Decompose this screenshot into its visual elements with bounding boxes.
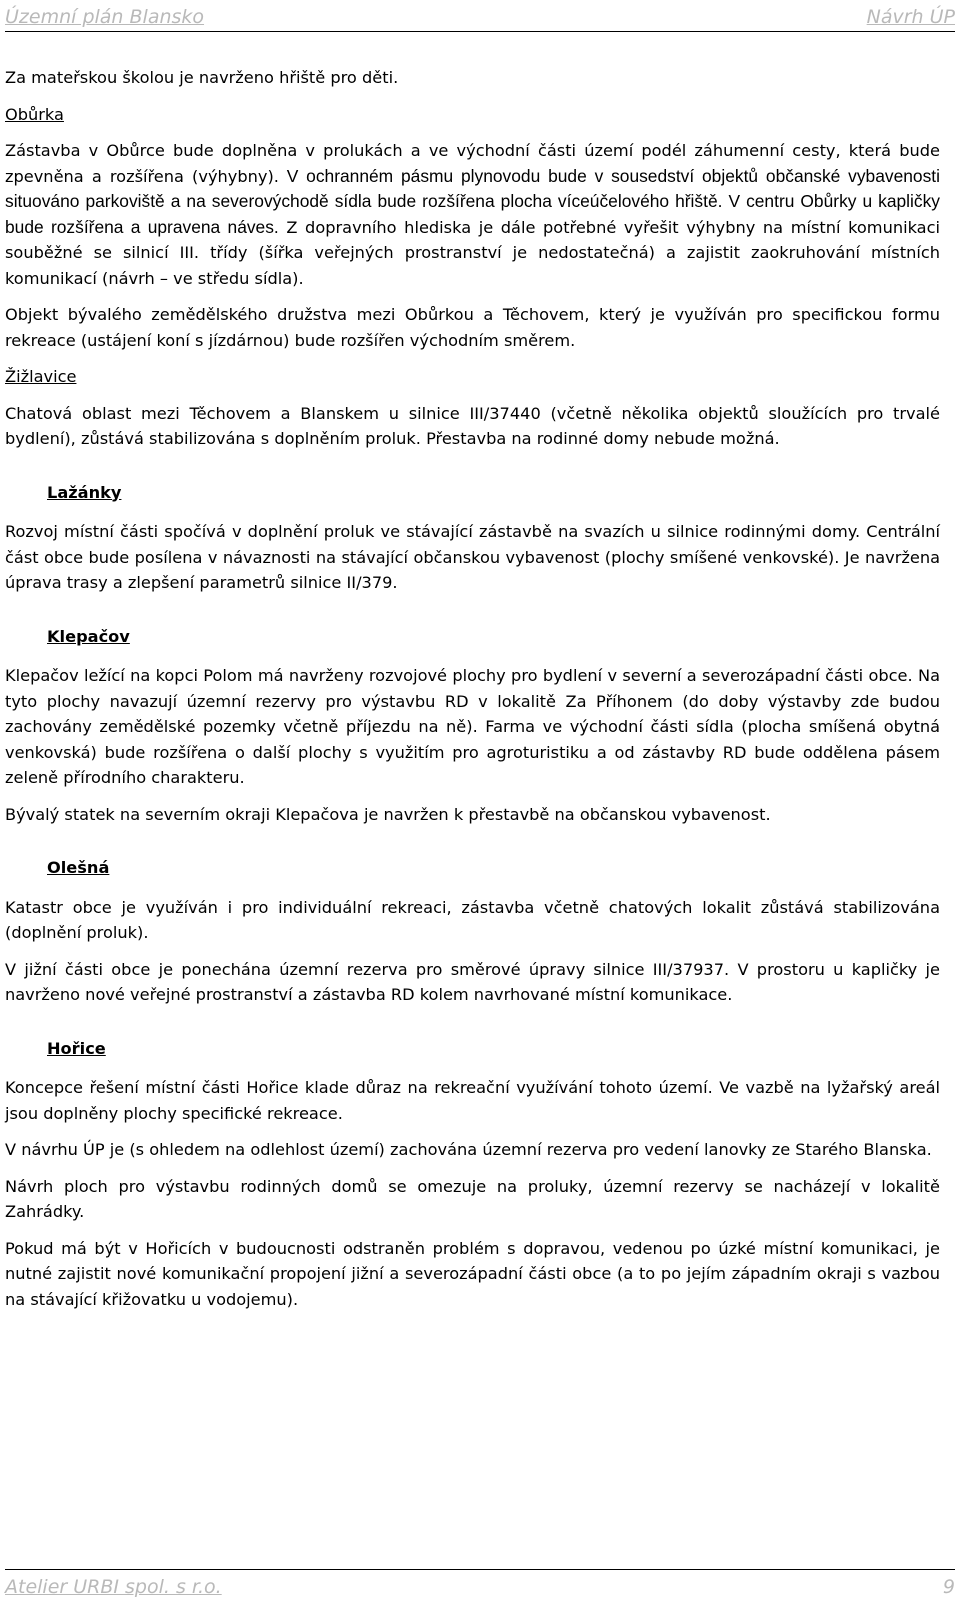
header-document-stage: Návrh ÚP [866, 6, 955, 28]
section-title-klepacov: Klepačov [47, 626, 130, 646]
olesna-paragraph-1: Katastr obce je využíván i pro individuální rekreaci, zástavba včetně chatových lokalit zůstává stabilizována (doplnění proluk). [5, 897, 940, 942]
horice-paragraph-4: Pokud má být v Hořicích v budoucnosti odstraněn problém s dopravou, vedenou po úzké místní komunikaci, je nutné zajistit nové komunikační propojení jižní a severozápadní části obce (a to po jejím západním okraji s vazbou na stávající křižovatku u vodojemu). [5, 1238, 940, 1309]
footer-company-name: Atelier URBI spol. s r.o. [5, 1576, 222, 1598]
document-body [5, 65, 940, 1323]
intro-paragraph: Za mateřskou školou je navrženo hřiště pro děti. [5, 68, 399, 87]
zizlavice-paragraph-1: Chatová oblast mezi Těchovem a Blanskem u silnice III/37440 (včetně několika objektů sloužících pro trvalé bydlení), zůstává stabilizována s doplněním proluk. Přestavba na rodinné domy nebude možná. [5, 403, 940, 448]
horice-paragraph-1: Koncepce řešení místní části Hořice klade důraz na rekreační využívání tohoto území. Ve vazbě na lyžařský areál jsou doplněny plochy specifické rekreace. [5, 1078, 940, 1123]
oburka-paragraph-1 [5, 138, 940, 291]
section-title-zizlavice: Žižlavice [5, 367, 77, 386]
horice-paragraph-3: Návrh ploch pro výstavbu rodinných domů se omezuje na proluky, územní rezervy se nacházejí v lokalitě Zahrádky. [5, 1176, 940, 1221]
section-title-oburka: Obůrka [5, 104, 64, 124]
oburka-text-b: V ochranném pásmu plynovodu bude v sousedství objektů občanské vybavenosti situováno parkoviště a na severovýchodě sídla bude rozšířena plocha víceúčelového hřiště. V centru Obůrky u kapličky bude rozšířena a upravena náves. [5, 165, 940, 237]
header-document-title: Územní plán Blansko [5, 6, 205, 28]
lazanky-paragraph-1: Rozvoj místní části spočívá v doplnění proluk ve stávající zástavbě na svazích u silnice rodinnými domy. Centrální část obce bude posílena v návaznosti na stávající občanskou vybavenost (plochy smíšené venkovské). Je navržena úprava trasy a zlepšení parametrů silnice II/379. [5, 522, 940, 592]
horice-paragraph-2: V návrhu ÚP je (s ohledem na odlehlost území) zachována územní rezerva pro vedení lanovky ze Starého Blanska. [5, 1140, 932, 1159]
page-number: 9 [942, 1576, 955, 1598]
olesna-paragraph-2: V jižní části obce je ponechána územní rezerva pro směrové úpravy silnice III/37937. V prostoru u kapličky je navrženo nové veřejné prostranství a zástavba RD kolem navrhované místní komunikace. [5, 959, 940, 1004]
oburka-paragraph-2: Objekt bývalého zemědělského družstva mezi Obůrkou a Těchovem, který je využíván pro specifickou formu rekreace (ustájení koní s jízdárnou) bude rozšířen východním směrem. [5, 305, 940, 350]
klepacov-paragraph-1: Klepačov ležící na kopci Polom má navrženy rozvojové plochy pro bydlení v severní a severozápadní části obce. Na tyto plochy navazují územní rezervy pro výstavbu RD v lokalitě Za Příhonem (do doby výstavby zde budou zachovány zemědělské pozemky včetně příjezdu na ně). Farma ve východní části sídla (plocha smíšená obytná venkovská) bude rozšířena o další plochy s využitím pro agroturistiku a od zástavby RD bude oddělena pásem zeleně přírodního charakteru. [5, 666, 940, 787]
page-footer [5, 1569, 955, 1604]
section-title-lazanky: Lažánky [47, 482, 122, 502]
oburka-text-a: Zástavba v Obůrce bude doplněna v prolukách a ve východní části území podél záhumenní cesty, která bude zpevněna a rozšířena (výhybny). [5, 141, 940, 186]
section-title-olesna: Olešná [47, 858, 110, 877]
klepacov-paragraph-2: Bývalý statek na severním okraji Klepačova je navržen k přestavbě na občanskou vybavenost. [5, 804, 771, 824]
oburka-text-c: Z dopravního hlediska je dále potřebné vyřešit výhybny na místní komunikaci souběžné se silnicí III. třídy (šířka veřejných prostranství je nedostatečná) a zajistit zaokruhování místních komunikací (návrh – ve středu sídla). [5, 217, 940, 288]
page-header [5, 3, 955, 32]
section-title-horice: Hořice [47, 1038, 106, 1058]
